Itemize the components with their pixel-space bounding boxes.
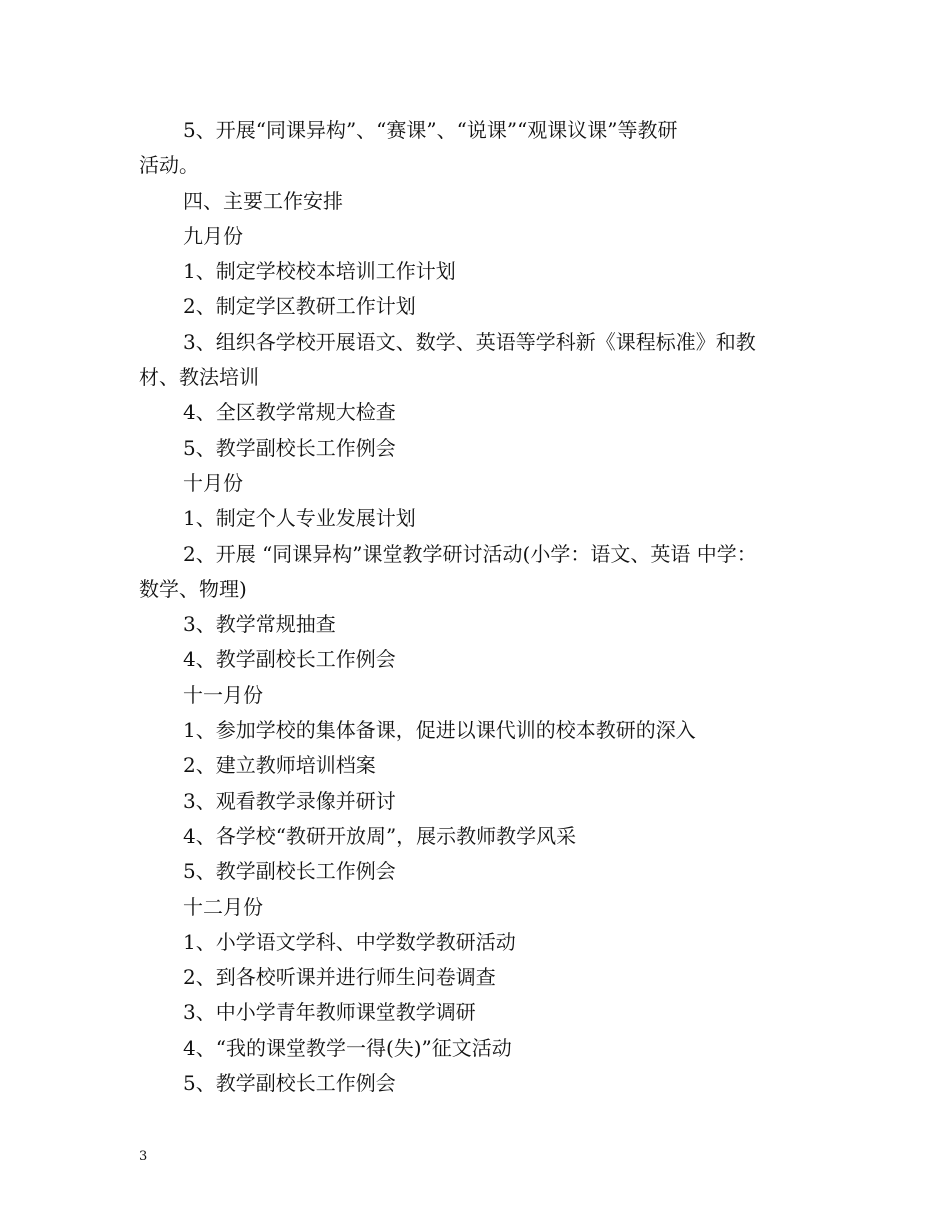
list-item: 5、教学副校长工作例会 xyxy=(183,859,396,884)
month-heading: 十一月份 xyxy=(183,682,263,707)
list-item: 5、教学副校长工作例会 xyxy=(183,1071,396,1096)
paragraph-line: 5、开展“同课异构”、“赛课”、“说课”“观课议课”等教研 xyxy=(183,118,678,142)
list-item: 3、教学常规抽查 xyxy=(183,612,336,637)
list-item: 3、中小学青年教师课堂教学调研 xyxy=(183,1000,476,1025)
list-item: 2、到各校听课并进行师生问卷调查 xyxy=(183,965,496,990)
list-item-continuation: 数学、物理) xyxy=(139,576,247,601)
list-item: 1、参加学校的集体备课，促进以课代训的校本教研的深入 xyxy=(183,718,696,743)
list-item: 5、教学副校长工作例会 xyxy=(183,435,396,460)
list-item: 4、教学副校长工作例会 xyxy=(183,647,396,672)
list-item: 4、各学校“教研开放周”，展示教师教学风采 xyxy=(183,823,577,848)
list-item: 1、小学语文学科、中学数学教研活动 xyxy=(183,929,516,954)
list-item: 2、制定学区教研工作计划 xyxy=(183,294,416,319)
section-heading: 四、主要工作安排 xyxy=(183,188,343,213)
month-heading: 九月份 xyxy=(183,223,243,248)
list-item: 4、全区教学常规大检查 xyxy=(183,400,396,425)
month-heading: 十月份 xyxy=(183,470,243,495)
list-item-continuation: 材、教法培训 xyxy=(139,365,259,390)
list-item: 1、制定个人专业发展计划 xyxy=(183,506,416,531)
list-item: 2、开展 “同课异构”课堂教学研讨活动(小学：语文、英语 中学： xyxy=(183,541,757,566)
list-item: 3、组织各学校开展语文、数学、英语等学科新《课程标准》和教 xyxy=(183,329,756,354)
month-heading: 十二月份 xyxy=(183,894,263,919)
list-item: 1、制定学校校本培训工作计划 xyxy=(183,259,456,284)
list-item: 4、“我的课堂教学一得(失)”征文活动 xyxy=(183,1035,512,1060)
paragraph-line: 活动。 xyxy=(139,153,199,178)
document-body xyxy=(139,113,829,1101)
page-number: 3 xyxy=(139,1149,148,1164)
list-item: 3、观看教学录像并研讨 xyxy=(183,788,396,813)
list-item: 2、建立教师培训档案 xyxy=(183,753,376,778)
